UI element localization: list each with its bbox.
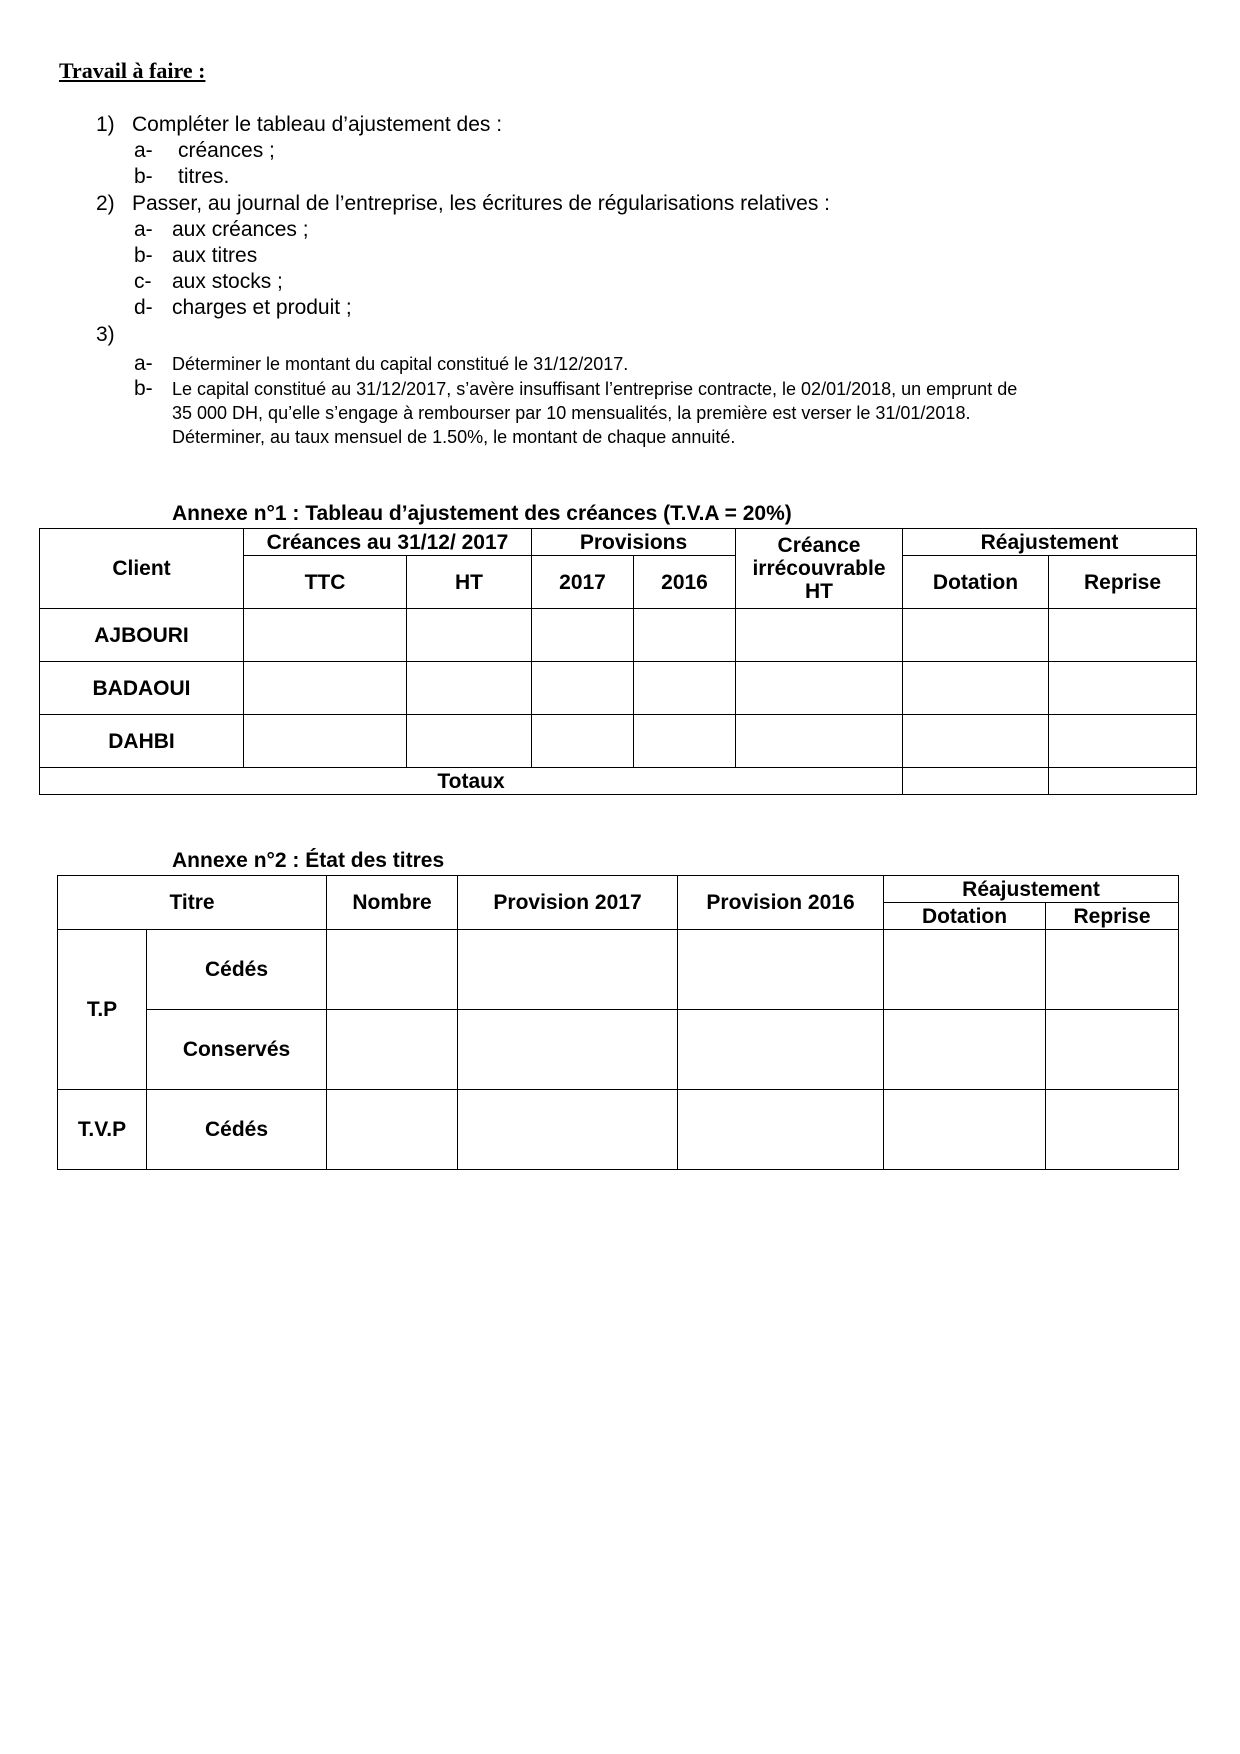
titre-cedes: Cédés — [147, 1090, 327, 1170]
item-text: titres. — [178, 165, 230, 188]
header-reprise: Reprise — [1046, 903, 1179, 930]
table-cell — [532, 609, 634, 662]
question-item — [134, 217, 309, 243]
annex1-title: Annexe n°1 : Tableau d’ajustement des créances (T.V.A = 20%) — [172, 502, 792, 525]
header-creances: Créances au 31/12/ 2017 — [244, 529, 532, 556]
table-cell — [407, 662, 532, 715]
page-heading: Travail à faire : — [59, 58, 206, 83]
totals-row — [40, 768, 1197, 795]
annex2-table — [57, 875, 1179, 1170]
table-cell — [458, 1090, 678, 1170]
table-cell — [532, 662, 634, 715]
item-text: créances ; — [178, 139, 275, 162]
question-text: Passer, au journal de l’entreprise, les écritures de régularisations relatives : — [132, 192, 831, 215]
table-cell — [634, 609, 736, 662]
table-row — [58, 930, 1179, 1010]
item-letter: c- — [134, 270, 152, 293]
header-2017: 2017 — [532, 556, 634, 609]
table-cell — [1046, 1010, 1179, 1090]
table-cell — [736, 662, 903, 715]
titre-tp: T.P — [58, 930, 147, 1090]
header-ttc: TTC — [244, 556, 407, 609]
table-cell — [884, 1010, 1046, 1090]
item-text: aux titres — [172, 244, 258, 267]
question-number: 2) — [96, 192, 115, 215]
header-titre: Titre — [58, 876, 327, 930]
question-item — [134, 269, 283, 295]
table-cell — [634, 662, 736, 715]
table-cell — [458, 930, 678, 1010]
question-item — [134, 138, 275, 164]
question-2 — [96, 191, 830, 217]
item-text: aux créances ; — [172, 218, 309, 241]
header-2016: 2016 — [634, 556, 736, 609]
client-name: AJBOURI — [40, 609, 244, 662]
table-cell — [1049, 662, 1197, 715]
table-cell — [407, 609, 532, 662]
table-cell — [244, 715, 407, 768]
header-creance-irrecouvrable — [736, 529, 903, 609]
header-line: HT — [805, 580, 833, 603]
header-provisions: Provisions — [532, 529, 736, 556]
table-cell — [244, 609, 407, 662]
question-item — [134, 243, 257, 269]
totals-label: Totaux — [40, 768, 903, 795]
titre-conserves: Conservés — [147, 1010, 327, 1090]
table-cell — [458, 1010, 678, 1090]
question-item — [134, 164, 229, 190]
item-line: 35 000 DH, qu’elle s’engage à rembourser par 10 mensualités, la première est verser le 31/01/2018. — [172, 403, 971, 423]
table-row — [40, 715, 1197, 768]
item-letter: a- — [134, 139, 153, 162]
table-cell — [903, 768, 1049, 795]
table-row — [40, 609, 1197, 662]
titre-cedes: Cédés — [147, 930, 327, 1010]
table-row — [40, 662, 1197, 715]
question-number: 1) — [96, 113, 115, 136]
item-line: Le capital constitué au 31/12/2017, s’avère insuffisant l’entreprise contracte, le 02/01/2018, un emprunt de — [172, 379, 1018, 399]
item-line: Déterminer, au taux mensuel de 1.50%, le montant de chaque annuité. — [172, 427, 736, 447]
item-letter: b- — [134, 244, 153, 267]
table-cell — [1049, 715, 1197, 768]
table-cell — [884, 930, 1046, 1010]
item-letter: d- — [134, 296, 153, 319]
question-text: Compléter le tableau d’ajustement des : — [132, 113, 503, 136]
question-3 — [96, 322, 132, 348]
client-name: DAHBI — [40, 715, 244, 768]
header-reprise: Reprise — [1049, 556, 1197, 609]
header-reajustement: Réajustement — [884, 876, 1179, 903]
table-cell — [327, 930, 458, 1010]
header-reajustement: Réajustement — [903, 529, 1197, 556]
table-cell — [1049, 768, 1197, 795]
header-provision-2016: Provision 2016 — [678, 876, 884, 930]
item-text: Déterminer le montant du capital constitué le 31/12/2017. — [172, 354, 629, 374]
table-cell — [532, 715, 634, 768]
table-cell — [884, 1090, 1046, 1170]
table-cell — [244, 662, 407, 715]
table-cell — [678, 1010, 884, 1090]
item-letter: b- — [134, 165, 153, 188]
table-cell — [327, 1010, 458, 1090]
header-nombre: Nombre — [327, 876, 458, 930]
question-number: 3) — [96, 323, 115, 346]
header-ht: HT — [407, 556, 532, 609]
header-provision-2017: Provision 2017 — [458, 876, 678, 930]
header-client: Client — [40, 529, 244, 609]
item-letter: a- — [134, 218, 153, 241]
item-text: aux stocks ; — [172, 270, 283, 293]
header-line: Créance — [777, 534, 861, 557]
header-dotation: Dotation — [903, 556, 1049, 609]
table-cell — [1046, 930, 1179, 1010]
table-cell — [903, 662, 1049, 715]
annex1-table — [39, 528, 1197, 795]
annex2-title: Annexe n°2 : État des titres — [172, 849, 445, 872]
question-1 — [96, 112, 502, 138]
table-row — [58, 1010, 1179, 1090]
header-dotation: Dotation — [884, 903, 1046, 930]
table-cell — [327, 1090, 458, 1170]
table-cell — [407, 715, 532, 768]
client-name: BADAOUI — [40, 662, 244, 715]
table-cell — [678, 1090, 884, 1170]
header-line: irrécouvrable — [752, 557, 886, 580]
table-cell — [634, 715, 736, 768]
titre-tvp: T.V.P — [58, 1090, 147, 1170]
table-cell — [903, 609, 1049, 662]
item-letter: b- — [134, 377, 153, 400]
question-item — [134, 377, 1182, 449]
table-cell — [736, 715, 903, 768]
table-cell — [903, 715, 1049, 768]
item-text: charges et produit ; — [172, 296, 352, 319]
table-cell — [678, 930, 884, 1010]
item-letter: a- — [134, 352, 153, 375]
question-item — [134, 352, 629, 376]
table-row — [58, 1090, 1179, 1170]
table-cell — [1049, 609, 1197, 662]
question-item — [134, 295, 352, 321]
table-cell — [1046, 1090, 1179, 1170]
table-cell — [736, 609, 903, 662]
